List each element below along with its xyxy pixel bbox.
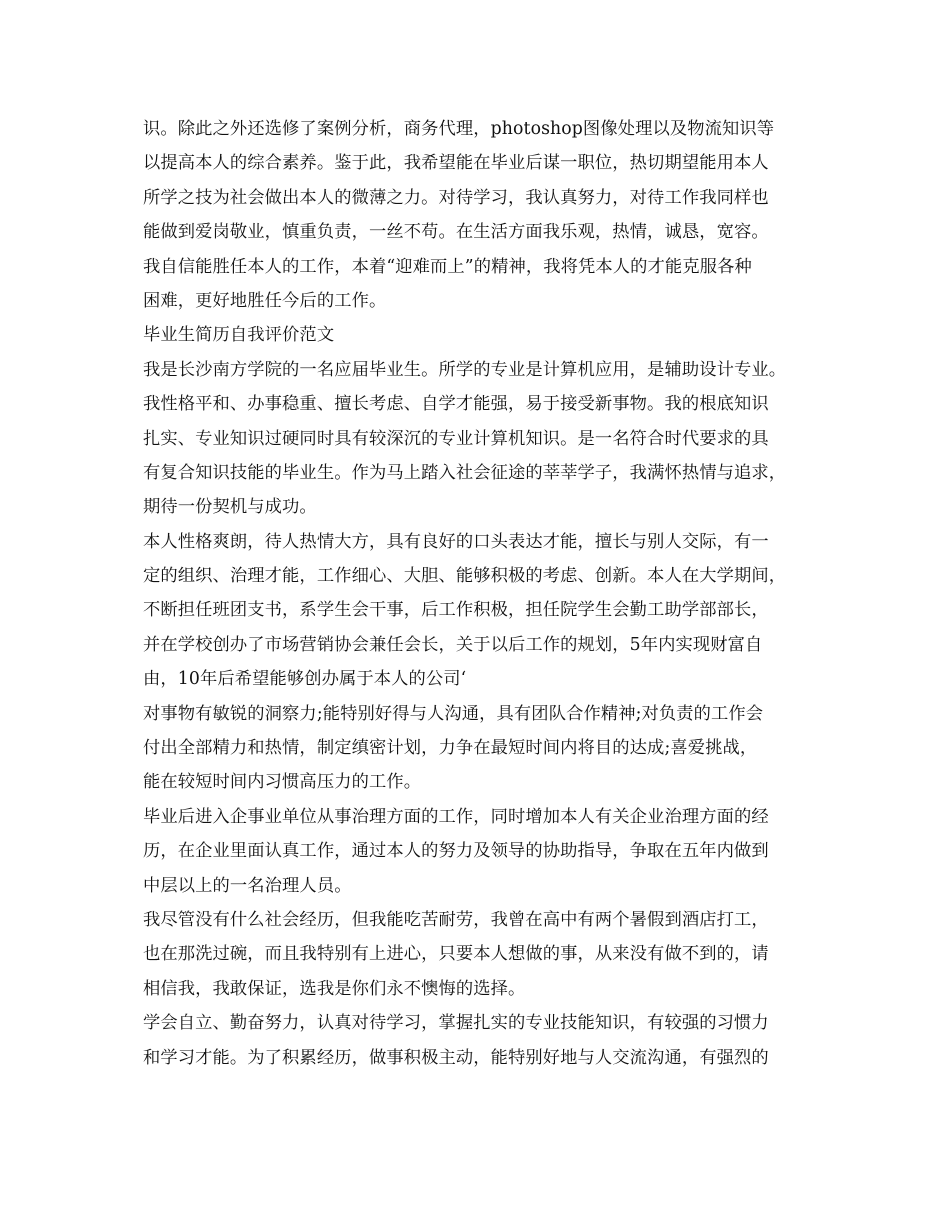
text-line: 和学习才能。为了积累经历，做事积极主动，能特别好地与人交流沟通，有强烈的 [143, 1047, 769, 1068]
text-line: 期待一份契机与成功。 [143, 497, 317, 518]
text-line: 我自信能胜任本人的工作，本着“迎难而上”的精神，我将凭本人的才能克服各种 [143, 256, 752, 277]
text-line: 我是长沙南方学院的一名应届毕业生。所学的专业是计算机应用，是辅助设计专业。 [143, 359, 787, 380]
text-line: 付出全部精力和热情，制定缜密计划，力争在最短时间内将目的达成;喜爱挑战， [143, 738, 758, 759]
text-line: 我尽管没有什么社会经历，但我能吃苦耐劳，我曾在高中有两个暑假到酒店打工， [143, 909, 769, 930]
text-line: 识。除此之外还选修了案例分析，商务代理，photoshop图像处理以及物流知识等 [143, 119, 775, 139]
document-body [143, 112, 828, 1075]
text-line: 不断担任班团支书，系学生会干事，后工作积极，担任院学生会勤工助学部部长， [143, 600, 769, 621]
text-line: 以提高本人的综合素养。鉴于此，我希望能在毕业后谋一职位，热切期望能用本人 [143, 153, 769, 174]
text-line: 能在较短时间内习惯高压力的工作。 [143, 772, 422, 793]
text-line: 相信我，我敢保证，选我是你们永不懊悔的选择。 [143, 978, 526, 999]
text-line: 由，10年后希望能够创办属于本人的公司‘ [143, 669, 467, 690]
text-line: 所学之技为社会做出本人的微薄之力。对待学习，我认真努力，对待工作我同样也 [143, 187, 769, 208]
text-line: 能做到爱岗敬业，慎重负责，一丝不苟。在生活方面我乐观，热情，诚恳，宽容。 [143, 222, 769, 243]
text-line: 也在那洗过碗，而且我特别有上进心，只要本人想做的事，从来没有做不到的，请 [143, 944, 769, 965]
section-heading: 毕业生简历自我评价范文 [143, 325, 335, 346]
text-line: 中层以上的一名治理人员。 [143, 875, 352, 896]
text-line: 困难，更好地胜任今后的工作。 [143, 290, 387, 311]
text-line: 并在学校创办了市场营销协会兼任会长，关于以后工作的规划，5年内实现财富自 [143, 634, 763, 655]
text-line: 学会自立、勤奋努力，认真对待学习，掌握扎实的专业技能知识，有较强的习惯力 [143, 1013, 769, 1034]
text-line: 定的组织、治理才能，工作细心、大胆、能够积极的考虑、创新。本人在大学期间， [143, 566, 787, 587]
text-line: 扎实、专业知识过硬同时具有较深沉的专业计算机知识。是一名符合时代要求的具 [143, 428, 769, 449]
text-line: 本人性格爽朗，待人热情大方，具有良好的口头表达才能，擅长与别人交际，有一 [143, 531, 769, 552]
text-line: 我性格平和、办事稳重、擅长考虑、自学才能强，易于接受新事物。我的根底知识 [143, 394, 769, 415]
text-line: 对事物有敏锐的洞察力;能特别好得与人沟通，具有团队合作精神;对负责的工作会 [143, 703, 764, 724]
text-line: 历，在企业里面认真工作，通过本人的努力及领导的协助指导，争取在五年内做到 [143, 841, 769, 862]
text-line: 毕业后进入企事业单位从事治理方面的工作，同时增加本人有关企业治理方面的经 [143, 806, 769, 827]
text-line: 有复合知识技能的毕业生。作为马上踏入社会征途的莘莘学子，我满怀热情与追求， [143, 462, 787, 483]
